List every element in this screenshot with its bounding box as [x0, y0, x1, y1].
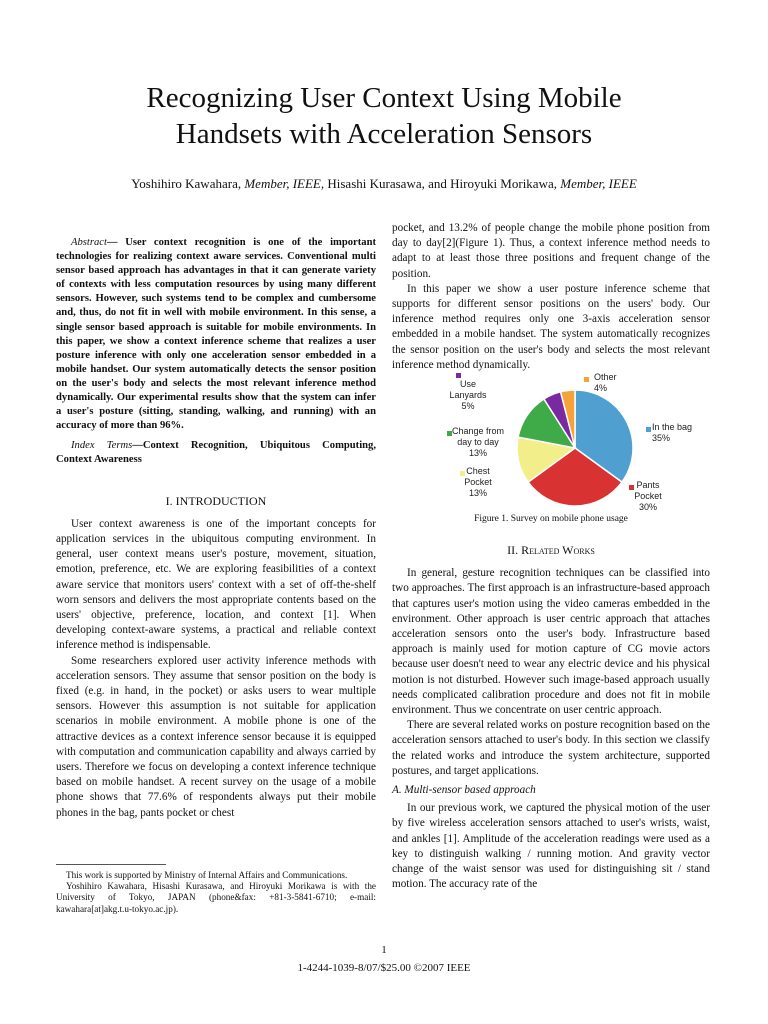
data-label-use-lanyards: Use [459, 379, 477, 389]
section-heading-introduction: I. INTRODUCTION [165, 493, 267, 508]
related-paragraph-2: There are several related works on posture recognition based on the acceleration sensors attached to user's body. In this section we classify the related works and introduce the system architecture, supported postures, and target applications. [392, 719, 710, 777]
data-label-other: 4% [594, 383, 608, 393]
paper-title [60, 80, 708, 152]
author-list [60, 176, 708, 192]
data-label-change-from-day-to-day: Change from [451, 426, 505, 436]
legend-marker-pants-pocket [629, 485, 634, 490]
abstract [56, 236, 376, 433]
author-1-membership: Member, IEEE, [244, 176, 325, 191]
abstract-text: User context recognition is one of the important technologies for realizing context aware services. Conventional multi sensor based approach has advantages in that it can generate variety of contexts with less computation resources by using many different sensors. However, such systems tend to be complex and cumbersome and, thus, do not fit in well with mobile environment. In this sense, a single sensor based approach is suitable for mobile environments. In this paper, we show a context inference scheme that realizes a user posture inference with only one acceleration sensor embedded in a mobile handset. Our system automatically detects the sensor position on the user's body and selects the most relevant inference method dynamically. Our experimental results show that the system can infer a user's posture (sitting, standing, walking, and running) with an accuracy of more than 96%. [56, 237, 376, 432]
legend-marker-chest-pocket [460, 471, 465, 476]
section-2-number: II. [507, 543, 522, 558]
intro-paragraph-1: User context awareness is one of the important concepts for application services in the ubiquitous computing environment. In general, user context means user's posture, movement, situation, emotion, preference, etc. We are exploring feasibilities of a context aware service that monitors users' context with a set of off-the-shelf worn sensors and delivers the most appropriate contents based on the users' objective, preference, location, and context [1]. When developing context-aware systems, a practical and reliable context inference method is indispensable. [56, 517, 376, 652]
right-column [392, 221, 710, 893]
data-label-chest-pocket: Pocket [464, 477, 492, 487]
abstract-label: Abstract [71, 237, 107, 248]
index-terms [56, 439, 376, 467]
subsection-heading-multi-sensor: A. Multi-sensor based approach [392, 784, 536, 797]
data-label-pants-pocket: Pocket [634, 491, 662, 501]
subsection-a-paragraph-1: In our previous work, we captured the physical motion of the user by five wireless acceleration sensors attached to user's wrists, waist, and ankles [1]. Amplitude of the acceleration readings were used as a key to distinguish walking / running motion. And gravity vector change of the waist sensor was used for distinguishing sit / stand motion. The accuracy rate of the [392, 802, 710, 891]
legend-marker-in-the-bag [646, 427, 651, 432]
data-label-chest-pocket: 13% [468, 488, 488, 498]
legend-marker-use-lanyards [456, 373, 461, 378]
page-number: 1 [381, 944, 387, 956]
index-terms-text: —Context Recognition, Ubiquitous Computing, Context Awareness [56, 440, 376, 466]
section-heading-related-works [392, 543, 710, 558]
author-3-membership: Member, IEEE [560, 176, 637, 191]
data-label-in-the-bag: 35% [652, 433, 671, 443]
data-label-other: Other [594, 372, 617, 382]
data-label-in-the-bag: In the bag [652, 422, 693, 432]
data-label-chest-pocket: Chest [466, 466, 490, 476]
figure-caption: Figure 1. Survey on mobile phone usage [474, 514, 628, 524]
data-label-use-lanyards: Lanyards [449, 390, 487, 400]
data-label-pants-pocket: Pants [636, 480, 660, 490]
intro-paragraph-2: Some researchers explored user activity inference methods with acceleration sensors. They assume that sensor position on the body is fixed (e.g. in hand, in the pocket) or asks users to wear multiple sensors. However this assumption is not suitable for application scenarios in mobile environment. A mobile phone is one of the attractive devices as a context inference sensor because it is equipped with computation and communication capability and always carried by users. Therefore we focus on developing a context inference technique based on mobile handset. A recent survey on the usage of a mobile phone shows that 77.6% of respondents always put their mobile phones in the bag, pants pocket or chest [56, 654, 376, 819]
continued-paragraph: pocket, and 13.2% of people change the mobile phone position from day to day[2](Figure 1). Thus, a context inference method needs to adapt to at least those three positions and frequent change of the position. [392, 222, 710, 280]
data-label-pants-pocket: 30% [638, 502, 658, 512]
author-1: Yoshihiro Kawahara, [131, 176, 245, 191]
footnote-funding: This work is supported by Ministry of Internal Affairs and Communications. [66, 870, 348, 880]
left-column [56, 236, 376, 821]
intro-paragraph-3: In this paper we show a user posture inference scheme that supports for different sensor positions on the users' body. Our inference method requires only one 3-axis acceleration sensor embedded in a mobile handset. The system automatically recognizes the sensor position on the user's body and selects the most relevant inference method dynamically. [392, 282, 710, 371]
pie-chart [420, 370, 720, 520]
title-line-2: Handsets with Acceleration Sensors [175, 118, 593, 150]
related-paragraph-1: In general, gesture recognition techniques can be classified into two approaches. The first approach is an infrastructure-based approach that captures user's motion using the video cameras embedded in the environment. Other approach is user centric approach that attaches acceleration sensors onto the user's body. Infrastructure based approach is mainly used for motion capture of CG movie actors because user doesn't need to wear any electric device and his physical motion is not disturbed. However such image-based approach usually needs complicated calibration procedure and does not fit in mobile environment. Thus we concentrate on user centric approach. [392, 567, 710, 717]
data-label-change-from-day-to-day: 13% [468, 448, 488, 458]
legend-marker-other [584, 377, 589, 382]
index-terms-label: Index Terms [71, 440, 133, 452]
copyright-line: 1-4244-1039-8/07/$25.00 ©2007 IEEE [297, 962, 471, 974]
data-label-use-lanyards: 5% [461, 401, 475, 411]
data-label-change-from-day-to-day: day to day [457, 437, 499, 447]
author-2-3: Hisashi Kurasawa, and Hiroyuki Morikawa, [324, 176, 561, 191]
footnote-affiliation: Yoshihiro Kawahara, Hisashi Kurasawa, and Hiroyuki Morikawa is with the University of Tokyo, JAPAN (phone&fax: +81-3-5841-6710; e-mail: kawahara[at]akg.t.u-tokyo.ac.jp). [56, 881, 376, 914]
abstract-dash: — [106, 237, 126, 248]
footnote-rule [56, 864, 166, 865]
section-2-title: Related Works [521, 543, 595, 558]
footnote [56, 870, 376, 915]
title-line-1: Recognizing User Context Using Mobile [146, 82, 622, 114]
